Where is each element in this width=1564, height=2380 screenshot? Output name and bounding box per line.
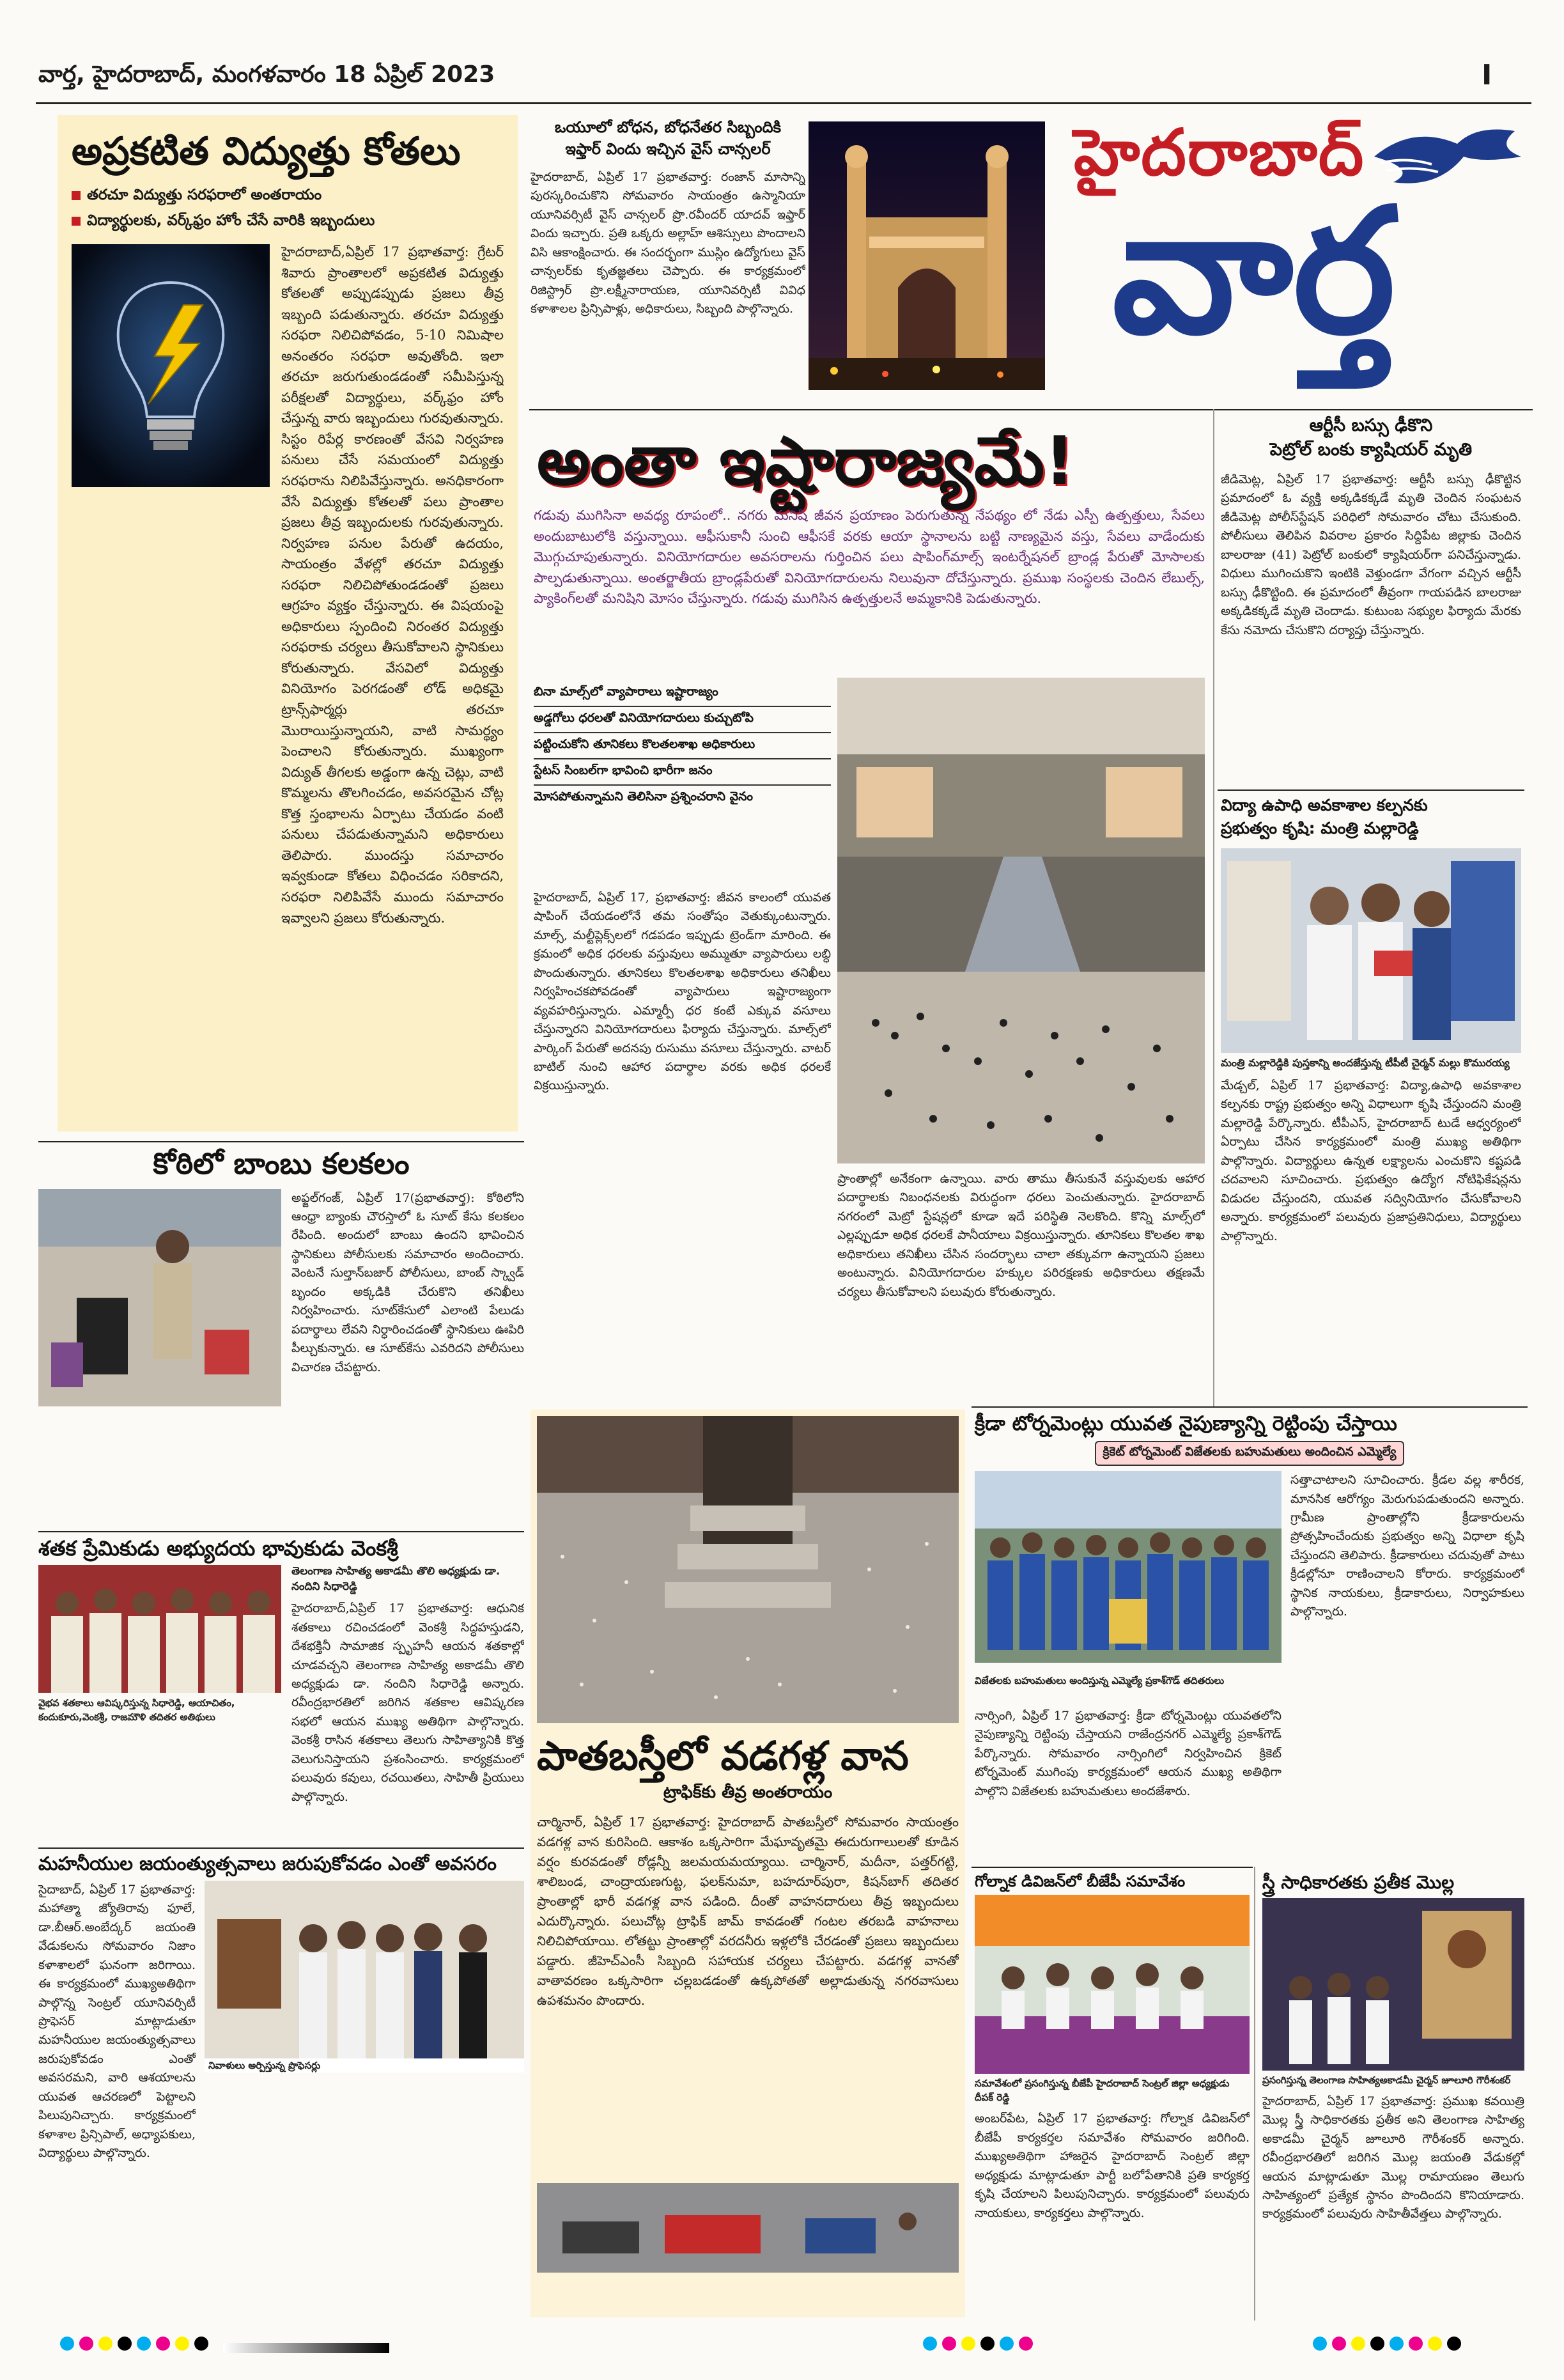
rtc-body: జీడిమెట్ల, ఏప్రిల్ 17 ప్రభాతవార్త: ఆర్టీసీ బస్సు ఢీకొట్టిన ప్రమాదంలో ఓ వ్యక్తి అక్కడికక్కడే మృతి చెందిన సంఘటన జీడిమెట్ల పోలీస్‌స్టేషన్ పరిధిలో సోమవారం చోటు చేసుకుంది. పోలీసులు తెలిపిన వివరాల ప్రకారం సిద్దిపేట జిల్లాకు చెందిన బాలరాజు (41) పెట్రోల్ బంకులో క్యాషియర్‌గా పనిచేస్తున్నాడు. విధులు ముగించుకొని ఇంటికి వెళ్తుండగా వేగంగా వచ్చిన ఆర్టీసీ బస్సు ఢీకొట్టింది. ఈ ప్రమాదంలో తీవ్రంగా గాయపడిన బాలరాజు అక్కడికక్కడే మృతి చెందాడు. కుటుంబ సభ్యుల ఫిర్యాదు మేరకు కేసు నమోదు చేసుకొని దర్యాప్తు చేస్తున్నారు. bbox=[1221, 472, 1521, 637]
sports-illustration bbox=[975, 1471, 1281, 1663]
color-swatch bbox=[137, 2337, 151, 2351]
power-body: హైదరాబాద్,ఏప్రిల్ 17 ప్రభాతవార్త: గ్రేటర్ శివారు ప్రాంతాలలో అప్రకటిత విద్యుత్తు కోతలతో అప్పుడప్పుడు ప్రజలు తీవ్ర ఇబ్బంది పడుతున్నారు. తరచూ విద్యుత్తు సరఫరా నిలిచిపోవడం, 5-10 నిమిషాల అనంతరం సరఫరా అవుతోంది. ఇలా తరచూ జరుగుతుండడంతో సమీపిస్తున్న పరీక్షలతో విద్యార్థులు, వర్క్‌ఫ్రం హోం చేస్తున్న వారు ఇబ్బందులు గురవుతున్నారు. సిస్టం రిపేర్ల కారణంతో వేసవి నిర్వహణ పనులు చేసే సమయంలో విద్యుత్తు సరఫరాను నిలిపివేస్తున్నారు. అనధికారంగా వేసే విద్యుత్తు కోతలతో పలు ప్రాంతాల ప్రజలు తీవ్ర ఇబ్బందులకు గురవుతున్నారు. నిర్వహణ పనుల పేరుతో ఉదయం, సాయంత్రం వేళల్లో తరచూ విద్యుత్తు సరఫరా నిలిచిపోతుండడంతో ప్రజలు ఆగ్రహం వ్యక్తం చేస్తున్నారు. ఈ విషయంపై అధికారులు స్పందించి నిరంతర విద్యుత్తు సరఫరాకు చర్యలు తీసుకోవాలని స్థానికులు కోరుతున్నారు. వేసవిలో విద్యుత్తు వినియోగం పెరగడంతో లోడ్ అధికమై ట్రాన్స్‌ఫార్మర్లు తరచూ మొరాయిస్తున్నాయని, వాటి సామర్థ్యం పెంచాలని కోరుతున్నారు. ముఖ్యంగా విద్యుత్ తీగలకు అడ్డంగా ఉన్న చెట్లు, వాటి కొమ్మలను తొలగించడం, అవసరమైన చోట్ల కొత్త స్తంభాలను ఏర్పాటు చేయడం వంటి పనులు చేపడుతున్నామని అధికారులు తెలిపారు. ముందస్తు సమాచారం ఇవ్వకుండా కోతలు విధించడం సరికాదని, సరఫరా నిలిపివేసే ముందు సమాచారం ఇవ్వాలని ప్రజలు కోరుతున్నారు. bbox=[281, 244, 504, 926]
charminar-illustration bbox=[809, 121, 1045, 390]
sports-caption: విజేతలకు బహుమతులు అందిస్తున్న ఎమ్మెల్యే ప్రకాశ్‌గౌడ్ తదితరులు bbox=[975, 1675, 1225, 1686]
phule-photo bbox=[205, 1881, 524, 2073]
minister-illustration bbox=[1221, 848, 1521, 1053]
hail-street-illustration bbox=[537, 2183, 959, 2273]
venu-caption: వైభవ శతకాలు ఆవిష్కరిస్తున్న సిధారెడ్డి, ఆయాచితం, కందుకూరు,వెంకశ్రీ, రాజమౌళి తదితర అతిథులు bbox=[38, 1697, 235, 1723]
venu-headline: శతక ప్రేమికుడు అభ్యుదయ భావుకుడు వెంకశ్రీ bbox=[38, 1536, 398, 1560]
minister-story bbox=[1221, 796, 1521, 1403]
lead-body-2: ప్రాంతాల్లో అనేకంగా ఉన్నాయి. వారు తాము తీసుకునే వస్తువులకు ఆహార పదార్థాలకు నిబంధనలకు విరుద్ధంగా ధరలు పెంచుతున్నారు. హైదరాబాద్ నగరంలో మెట్రో స్టేషన్లలో కూడా ఇదే పరిస్థితి నెలకొంది. కొన్ని మాల్స్‌లో ఎల్లప్పుడూ అధిక ధరలకే పానీయాలు విక్రయిస్తున్నారు. తూనికలు కొలతల శాఖ అధికారులు తనిఖీలు చేసిన సందర్భాలు చాలా తక్కువగా ఉన్నాయని ప్రజలు అంటున్నారు. వినియోగదారుల హక్కుల పరిరక్షణకు అధికారులు తక్షణమే చర్యలు తీసుకోవాలని పలువురు కోరుతున్నారు. bbox=[837, 1172, 1205, 1299]
venu-divider bbox=[38, 1531, 524, 1532]
brand-name: వార్త bbox=[1112, 171, 1396, 372]
color-swatch bbox=[1351, 2337, 1365, 2351]
mall-photo bbox=[837, 678, 1205, 1163]
sports-story bbox=[975, 1413, 1524, 1860]
minister-body: మేడ్చల్, ఏప్రిల్ 17 ప్రభాతవార్త: విద్యా,ఉపాధి అవకాశాల కల్పనకు రాష్ట్ర ప్రభుత్వం అన్ని విధాలుగా కృషి చేస్తుందని మంత్రి మల్లారెడ్డి పేర్కొన్నారు. టీపీఎస్, హైదరాబాద్ టుడే ఆధ్వర్యంలో ఏర్పాటు చేసిన కార్యక్రమంలో మంత్రి ముఖ్య అతిథిగా పాల్గొన్నారు. విద్యార్థులు ఉన్నత లక్ష్యాలను ఎంచుకొని కష్టపడి చదవాలని సూచించారు. ప్రభుత్వం ఉద్యోగ నోటిఫికేషన్లను విడుదల చేస్తుందని, యువత సద్వినియోగం చేసుకోవాలని అన్నారు. కార్యక్రమంలో పలువురు ప్రజాప్రతినిధులు, విద్యార్థులు పాల్గొన్నారు. bbox=[1221, 1078, 1521, 1243]
color-swatch bbox=[1313, 2337, 1327, 2351]
lead-subhead: మోసపోతున్నామని తెలిసినా ప్రశ్నించరాని వైనం bbox=[534, 789, 754, 804]
mall-illustration bbox=[837, 678, 1205, 1163]
phule-headline: మహనీయుల జయంత్యుత్సవాలు జరుపుకోవడం ఎంతో అవసరం bbox=[38, 1853, 497, 1874]
venu-body: హైదరాబాద్,ఏప్రిల్ 17 ప్రభాతవార్త: ఆధునిక శతకాలు రచించడంలో వెంకశ్రీ సిద్ధహస్తుడని, దేశభక్తినీ సామాజిక స్పృహనీ ఆయన శతకాల్లో చూడవచ్చని తెలంగాణ సాహిత్య అకాడమీ తొలి అధ్యక్షుడు డా. నందిని సిధారెడ్డి అన్నారు. రవీంద్రభారతిలో జరిగిన శతకాల ఆవిష్కరణ సభలో ఆయన ముఖ్య అతిథిగా పాల్గొన్నారు. వెంకశ్రీ రాసిన శతకాలు తెలుగు సాహిత్యానికి కొత్త వెలుగునిస్తాయని ప్రశంసించారు. కార్యక్రమంలో పలువురు కవులు, రచయితలు, సాహితీ ప్రియులు పాల్గొన్నారు. bbox=[291, 1601, 524, 1804]
bjp-headline: గోల్నాక డివిజన్‌లో బీజేపీ సమావేశం bbox=[975, 1872, 1186, 1890]
bullet-square-icon bbox=[72, 191, 81, 200]
color-swatch bbox=[1000, 2337, 1014, 2351]
hail-body: చార్మినార్, ఏప్రిల్ 17 ప్రభాతవార్త: హైదరాబాద్ పాతబస్తీలో సోమవారం సాయంత్రం వడగళ్ల వాన కురిసింది. ఆకాశం ఒక్కసారిగా మేఘావృతమై ఈదురుగాలులతో కూడిన వర్షం కురవడంతో రోడ్లన్నీ జలమయమయ్యాయి. చార్మినార్, మదీనా, పత్తర్‌గట్టి, శాలిబండ, చాంద్రాయణగుట్ట, ఫలక్‌నుమా, బహదూర్‌పురా, కిషన్‌బాగ్ తదితర ప్రాంతాల్లో భారీ వడగళ్ల వాన పడింది. దీంతో వాహనదారులు తీవ్ర ఇబ్బందులు ఎదుర్కొన్నారు. పలుచోట్ల ట్రాఫిక్ జామ్ కావడంతో గంటల తరబడి వాహనాలు నిలిచిపోయాయి. లోతట్టు ప్రాంతాల్లో వరదనీరు ఇళ్లలోకి చేరడంతో ప్రజలు ఇబ్బందులు పడ్డారు. జీహెచ్‌ఎంసీ సిబ్బంది సహాయక చర్యలు చేపట్టారు. వడగళ్ల వానతో వాతావరణం ఒక్కసారిగా చల్లబడడంతో ఉక్కపోతతో అల్లాడుతున్న నగరవాసులు ఉపశమనం పొందారు. bbox=[537, 1814, 959, 2009]
color-swatch bbox=[175, 2337, 189, 2351]
power-headline: అప్రకటిత విద్యుత్తు కోతలు bbox=[72, 129, 461, 174]
footer-color-bar-right bbox=[1310, 2337, 1521, 2354]
color-swatch bbox=[1019, 2337, 1033, 2351]
venu-sub: తెలంగాణ సాహిత్య అకాడమీ తొలి అధ్యక్షుడు డా. నందిని సిధారెడ్డి bbox=[291, 1565, 500, 1594]
lead-subhead: స్టేటస్ సింబల్‌గా భావించి భారీగా జనం bbox=[534, 759, 831, 786]
power-bullet-2: విద్యార్థులకు, వర్క్‌ఫ్రం హోం చేసే వారికి ఇబ్బందులు bbox=[72, 212, 504, 233]
brand-city: హైదరాబాద్ bbox=[1074, 115, 1365, 190]
color-swatch bbox=[1370, 2337, 1384, 2351]
color-swatch bbox=[961, 2337, 975, 2351]
bulb-image bbox=[72, 244, 270, 487]
color-swatch bbox=[118, 2337, 132, 2351]
lead-headline: అంతా ఇష్టారాజ్యమే! bbox=[537, 422, 1075, 500]
phule-caption: నివాళులు అర్పిస్తున్న ప్రొఫెసర్లు bbox=[205, 2058, 524, 2073]
venu-story bbox=[38, 1537, 524, 1838]
footer-color-bar-left bbox=[58, 2337, 454, 2354]
bomb-headline: కోఠిలో బాంబు కలకలం bbox=[153, 1146, 410, 1181]
brand-logo bbox=[1048, 115, 1534, 396]
color-swatch bbox=[1428, 2337, 1442, 2351]
color-swatch bbox=[942, 2337, 956, 2351]
dateline: వార్త, హైదరాబాద్, మంగళవారం 18 ఏప్రిల్ 2023 bbox=[38, 61, 495, 88]
rtc-story bbox=[1221, 416, 1521, 786]
bomb-story bbox=[38, 1147, 524, 1525]
color-swatch bbox=[60, 2337, 74, 2351]
minister-headline-2: ప్రభుత్వం కృషి: మంత్రి మల్లారెడ్డి bbox=[1221, 819, 1419, 837]
page-marker: I bbox=[1482, 59, 1492, 91]
top-divider bbox=[529, 409, 1533, 410]
rtc-headline-2: పెట్రోల్ బంకు క్యాషియర్ మృతి bbox=[1269, 440, 1473, 460]
right-column-rule bbox=[1213, 409, 1214, 1406]
masthead-rule bbox=[36, 102, 1531, 104]
color-swatch bbox=[79, 2337, 93, 2351]
sports-body-1: నార్సింగి, ఏప్రిల్ 17 ప్రభాతవార్త: క్రీడా టోర్నమెంట్లు యువతలోని నైపుణ్యాన్ని రెట్టింపు చేస్తాయని రాజేంద్రనగర్ ఎమ్మెల్యే ప్రకాశ్‌గౌడ్ పేర్కొన్నారు. సోమవారం నార్సింగిలో నిర్వహించిన క్రికెట్ టోర్నమెంట్ ముగింపు కార్యక్రమంలో ఆయన ముఖ్య అతిథిగా పాల్గొని విజేతలకు బహుమతులు అందజేశారు. bbox=[975, 1709, 1281, 1798]
lead-body-1: హైదరాబాద్, ఏప్రిల్ 17, ప్రభాతవార్త: జీవన కాలంలో యువత షాపింగ్ చేయడంలోనే తమ సంతోషం వెతుక్కుంటున్నారు. మాల్స్, మల్టీప్లెక్స్‌లలో గడపడం ఇప్పుడు ట్రెండ్‌గా మారింది. ఈ క్రమంలో అధిక ధరలకు వస్తువులు అమ్ముతూ వ్యాపారులు లబ్ధి పొందుతున్నారు. తూనికలు కొలతలశాఖ అధికారులు తనిఖీలు నిర్వహించకపోవడంతో వ్యాపారులు ఇష్టారాజ్యంగా వ్యవహరిస్తున్నారు. ఎమ్మార్పీ ధర కంటే ఎక్కువ వసూలు చేస్తున్నారని వినియోగదారులు ఫిర్యాదు చేస్తున్నారు. మాల్స్‌లో పార్కింగ్ పేరుతో అదనపు రుసుము వసూలు చేస్తున్నారు. వాటర్ బాటిల్ నుంచి ఆహార పదార్థాల వరకు అధిక ధరలకే విక్రయిస్తున్నారు. bbox=[534, 891, 831, 1093]
bullet-square-icon bbox=[72, 217, 81, 226]
education-body: హైదరాబాద్, ఏప్రిల్ 17 ప్రభాతవార్త: రంజాన్ మాసాన్ని పురస్కరించుకొని సోమవారం సాయంత్రం ఉస్మానియా యూనివర్సిటీ వైస్ చాన్సలర్ ప్రొ.రవీందర్ యాదవ్ ఇఫ్తార్ విందు ఇచ్చారు. ప్రతి ఒక్కరు అల్లాహ్ ఆశిస్సులు పొందాలని విసి ఆకాంక్షించారు. ఈ సందర్భంగా ముస్లిం ఉద్యోగులు వైస్ చాన్సలర్‌కు కృతజ్ఞతలు చెప్పారు. ఈ కార్యక్రమంలో రిజిస్ట్రార్ ప్రొ.లక్ష్మీనారాయణ, యూనివర్సిటీ వివిధ కళాశాలల ప్రిన్సిపాళ్లు, అధికారులు, సిబ్బంది పాల్గొన్నారు. bbox=[530, 170, 805, 316]
education-headline-1: ఒయూలో బోధన, బోధనేతర సిబ్బందికి bbox=[554, 118, 782, 136]
minister-photo bbox=[1221, 848, 1521, 1053]
women-photo bbox=[1262, 1898, 1524, 2071]
education-headline-2: ఇఫ్తార్ విందు ఇచ్చిన వైస్ చాన్సలర్ bbox=[565, 140, 771, 158]
color-swatch bbox=[980, 2337, 995, 2351]
hail-sub: ట్రాఫిక్‌కు తీవ్ర అంతరాయం bbox=[663, 1783, 833, 1803]
power-story bbox=[58, 115, 518, 1132]
sports-headline: క్రీడా టోర్నమెంట్లు యువత నైపుణ్యాన్ని రెట్టింపు చేస్తాయి bbox=[975, 1412, 1397, 1435]
sports-photo bbox=[975, 1471, 1281, 1663]
sports-sub: క్రికెట్ టోర్నమెంట్ విజేతలకు బహుమతులు అందించిన ఎమ్మెల్యే bbox=[1095, 1441, 1404, 1466]
women-body: హైదరాబాద్, ఏప్రిల్ 17 ప్రభాతవార్త: ప్రముఖ కవయిత్రి మొల్ల స్త్రీ సాధికారతకు ప్రతీక అని తెలంగాణ సాహిత్య అకాడమీ చైర్మన్ జూలూరి గౌరీశంకర్ అన్నారు. రవీంద్రభారతిలో జరిగిన మొల్ల జయంతి వేడుకల్లో ఆయన మాట్లాడుతూ మొల్ల రామాయణం తెలుగు సాహిత్యంలో ప్రత్యేక స్థానం పొందిందని కొనియాడారు. కార్యక్రమంలో పలువురు సాహితీవేత్తలు పాల్గొన్నారు. bbox=[1262, 2094, 1524, 2221]
bomb-body: అఫ్జల్‌గంజ్, ఏప్రిల్ 17(ప్రభాతవార్త): కోఠిలోని ఆంధ్రా బ్యాంకు చౌరస్తాలో ఓ సూట్ కేసు కలకలం రేపింది. అందులో బాంబు ఉందని భావించిన స్థానికులు పోలీసులకు సమాచారం అందించారు. వెంటనే సుల్తాన్‌బజార్ పోలీసులు, బాంబ్ స్క్వాడ్ బృందం అక్కడికి చేరుకొని తనిఖీలు నిర్వహించారు. సూట్‌కేసులో ఎలాంటి పేలుడు పదార్థాలు లేవని నిర్ధారించడంతో స్థానికులు ఊపిరి పీల్చుకున్నారు. ఆ సూట్‌కేసు ఎవరిదని పోలీసులు విచారణ చేపట్టారు. bbox=[291, 1190, 524, 1374]
hail-photo bbox=[537, 1416, 959, 1723]
minister-headline-1: విద్యా ఉపాధి అవకాశాల కల్పనకు bbox=[1221, 796, 1428, 814]
bomb-divider bbox=[38, 1141, 524, 1142]
sports-body-2: సత్తాచాటాలని సూచించారు. క్రీడల వల్ల శారీరక, మానసిక ఆరోగ్యం మెరుగుపడుతుందని అన్నారు. గ్రామీణ ప్రాంతాల్లోని క్రీడాకారులను ప్రోత్సహించేందుకు ప్రభుత్వం అన్ని విధాలా కృషి చేస్తుందని తెలిపారు. క్రీడాకారులు చదువుతో పాటు క్రీడల్లోనూ రాణించాలని కోరారు. కార్యక్రమంలో స్థానిక నాయకులు, క్రీడాకారులు, నిర్వాహకులు పాల్గొన్నారు. bbox=[1290, 1473, 1524, 1619]
women-headline: స్త్రీ సాధికారతకు ప్రతీక మొల్ల bbox=[1262, 1872, 1455, 1893]
footer-color-bar-center bbox=[920, 2337, 1189, 2354]
phule-story bbox=[38, 1854, 524, 2314]
lead-subhead: బినా మాల్స్‌లో వ్యాపారాలు ఇష్టారాజ్యం bbox=[534, 681, 831, 707]
color-swatch bbox=[1332, 2337, 1346, 2351]
women-caption: ప్రసంగిస్తున్న తెలంగాణ సాహిత్యఅకాడమీ చైర్మన్ జూలూరి గౌరీశంకర్ bbox=[1262, 2074, 1511, 2086]
lead-subheads bbox=[534, 681, 831, 811]
venu-illustration bbox=[38, 1565, 281, 1693]
women-rule bbox=[1254, 1867, 1255, 2321]
education-story bbox=[530, 118, 805, 412]
color-swatch bbox=[1390, 2337, 1404, 2351]
gray-ramp bbox=[223, 2343, 389, 2353]
color-swatch bbox=[156, 2337, 170, 2351]
hail-illustration bbox=[537, 1416, 959, 1723]
phule-divider bbox=[38, 1847, 524, 1849]
color-swatch bbox=[98, 2337, 112, 2351]
hail-photo-2 bbox=[537, 2183, 959, 2273]
rtc-divider bbox=[1218, 789, 1524, 791]
lead-intro: గడువు ముగిసినా అవధ్య రూపంలో.. నగరు మనిషి జీవన ప్రయాణం పెరుగుతున్న నేపథ్యం లో నేడు ఎస్పీ ఉత్పత్తులు, సేవలు అందుబాటులోకి వస్తున్నాయి. ఆఫీసుకానీ సుంచి ఆఫీసకే వరకు ఆయా స్థానాలను బట్టి నాణ్యమైన వస్తు, సేవలు వాడేందుకు మొగ్గుచూపుతున్నారు. వినియోగదారుల అవసరాలను గుర్తించిన పలు షాపింగ్‌మాల్స్ ఇంటర్నేషనల్ బ్రాండ్ల పేరుతో మోసాలకు పాల్పడుతున్నాయి. అంతర్జాతీయ బ్రాండ్లపేరుతో వినియోగదారులను నిలువునా దోచేస్తున్నారు. ప్రముఖ సంస్థలకు చెందిన లేబుల్స్, ప్యాకింగ్‌లతో మనిషిని మోసం చేస్తున్నారు. గడువు ముగిసిన ఉత్పత్తులనే అమ్మకానికి పెడుతున్నారు. bbox=[534, 508, 1205, 607]
lead-subhead: పట్టించుకోని తూనికలు కొలతలశాఖ అధికారులు bbox=[534, 733, 831, 759]
bomb-photo bbox=[38, 1189, 281, 1406]
bjp-caption: సమావేశంలో ప్రసంగిస్తున్న బీజేపీ హైదరాబాద్ సెంట్రల్ జిల్లా అధ్యక్షుడు దీపక్ రెడ్డి bbox=[975, 2078, 1230, 2104]
charminar-photo bbox=[809, 121, 1045, 390]
lightbulb-icon bbox=[72, 244, 270, 487]
bjp-divider bbox=[972, 1867, 1253, 1868]
bomb-illustration bbox=[38, 1189, 281, 1406]
minister-caption: మంత్రి మల్లారెడ్డికి పుస్తకాన్ని అందజేస్తున్న టీపీటీ చైర్మన్ మల్లు కొమురయ్య bbox=[1221, 1057, 1510, 1069]
venu-photo bbox=[38, 1565, 281, 1693]
women-illustration bbox=[1262, 1898, 1524, 2071]
bjp-body: అంబర్‌పేట, ఏప్రిల్ 17 ప్రభాతవార్త: గోల్నాక డివిజన్‌లో బీజేపీ కార్యకర్తల సమావేశం సోమవారం జరిగింది. ముఖ్యఅతిథిగా హాజరైన హైదరాబాద్ సెంట్రల్ జిల్లా అధ్యక్షుడు మాట్లాడుతూ పార్టీ బలోపేతానికి ప్రతి కార్యకర్త కృషి చేయాలని పిలుపునిచ్చారు. కార్యక్రమంలో పలువురు నాయకులు, కార్యకర్తలు పాల్గొన్నారు. bbox=[975, 2112, 1250, 2220]
phule-illustration bbox=[205, 1881, 524, 2073]
hail-story bbox=[530, 1410, 965, 2317]
color-swatch bbox=[923, 2337, 937, 2351]
women-story bbox=[1262, 1873, 1524, 2321]
power-bullet-1: తరచూ విద్యుత్తు సరఫరాలో అంతరాయం bbox=[72, 187, 504, 207]
phule-body: సైదాబాద్, ఏప్రిల్ 17 ప్రభాతవార్త: మహాత్మా జ్యోతిరావు ఫూలే, డా.బీఆర్.అంబేద్కర్ జయంతి వేడుకలను సోమవారం నిజాం కళాశాలలో ఘనంగా జరిగాయి. ఈ కార్యక్రమంలో ముఖ్యఅతిథిగా పాల్గొన్న సెంట్రల్ యూనివర్సిటీ ప్రొఫెసర్ మాట్లాడుతూ మహనీయుల జయంత్యుత్సవాలు జరుపుకోవడం ఎంతో అవసరమని, వారి ఆశయాలను యువత ఆచరణలో పెట్టాలని పిలుపునిచ్చారు. కార్యక్రమంలో కళాశాల ప్రిన్సిపాల్, అధ్యాపకులు, విద్యార్థులు పాల్గొన్నారు. bbox=[38, 1882, 196, 2161]
color-swatch bbox=[1447, 2337, 1461, 2351]
bjp-illustration bbox=[975, 1895, 1250, 2074]
color-swatch bbox=[1409, 2337, 1423, 2351]
sports-divider bbox=[972, 1406, 1528, 1408]
color-swatch bbox=[194, 2337, 208, 2351]
lead-subhead: అడ్డగోలు ధరలతో వినియోగదారులు కుచ్చుటోపి bbox=[534, 707, 831, 733]
rtc-headline-1: ఆర్టీసీ బస్సు ఢీకొని bbox=[1309, 416, 1433, 435]
hail-headline: పాతబస్తీలో వడగళ్ల వాన bbox=[537, 1732, 909, 1779]
bjp-story bbox=[975, 1873, 1250, 2321]
bjp-photo bbox=[975, 1895, 1250, 2074]
